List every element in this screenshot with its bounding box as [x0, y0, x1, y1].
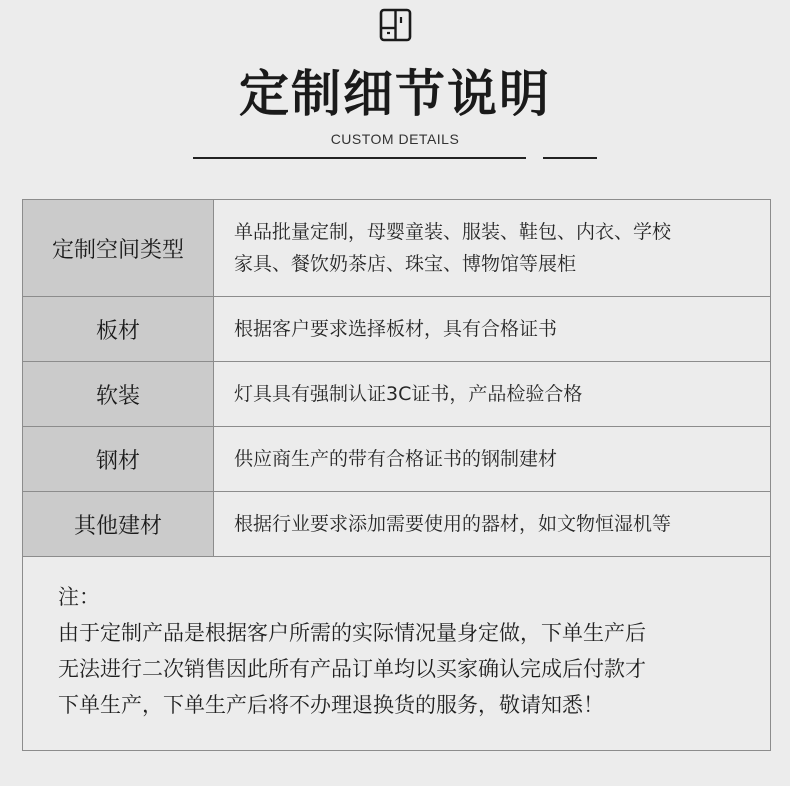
row-value-line: 家具、餐饮奶茶店、珠宝、博物馆等展柜	[234, 253, 577, 275]
note-content	[58, 579, 748, 723]
header	[0, 0, 790, 170]
note-box	[22, 557, 771, 751]
row-value-line: 根据客户要求选择板材，具有合格证书	[234, 318, 558, 340]
details-table	[22, 199, 771, 557]
row-label: 钢材	[23, 427, 214, 492]
note-line: 无法进行二次销售因此所有产品订单均以买家确认完成后付款才	[58, 657, 646, 681]
table-row	[23, 297, 771, 362]
row-value-line: 供应商生产的带有合格证书的钢制建材	[234, 448, 558, 470]
row-label: 板材	[23, 297, 214, 362]
row-value	[214, 297, 771, 362]
page-title: 定制细节说明	[239, 65, 551, 123]
table-row	[23, 427, 771, 492]
note-heading: 注：	[58, 585, 100, 609]
table-row	[23, 362, 771, 427]
row-value-line: 灯具具有强制认证3C证书，产品检验合格	[234, 383, 583, 405]
page-subtitle: CUSTOM DETAILS	[330, 131, 460, 147]
row-value	[214, 362, 771, 427]
table-row	[23, 200, 771, 297]
row-value-line: 单品批量定制，母婴童装、服装、鞋包、内衣、学校	[234, 221, 672, 243]
row-label: 定制空间类型	[23, 200, 214, 297]
note-line: 由于定制产品是根据客户所需的实际情况量身定做，下单生产后	[58, 621, 646, 645]
row-label: 其他建材	[23, 492, 214, 557]
note-line: 下单生产，下单生产后将不办理退换货的服务，敬请知悉！	[58, 693, 604, 717]
divider-short	[543, 157, 597, 159]
row-value	[214, 492, 771, 557]
row-value	[214, 427, 771, 492]
row-value	[214, 200, 771, 297]
divider-long	[193, 157, 526, 159]
row-value-line: 根据行业要求添加需要使用的器材，如文物恒湿机等	[234, 513, 672, 535]
wardrobe-icon	[379, 8, 412, 42]
table-row	[23, 492, 771, 557]
row-label: 软装	[23, 362, 214, 427]
